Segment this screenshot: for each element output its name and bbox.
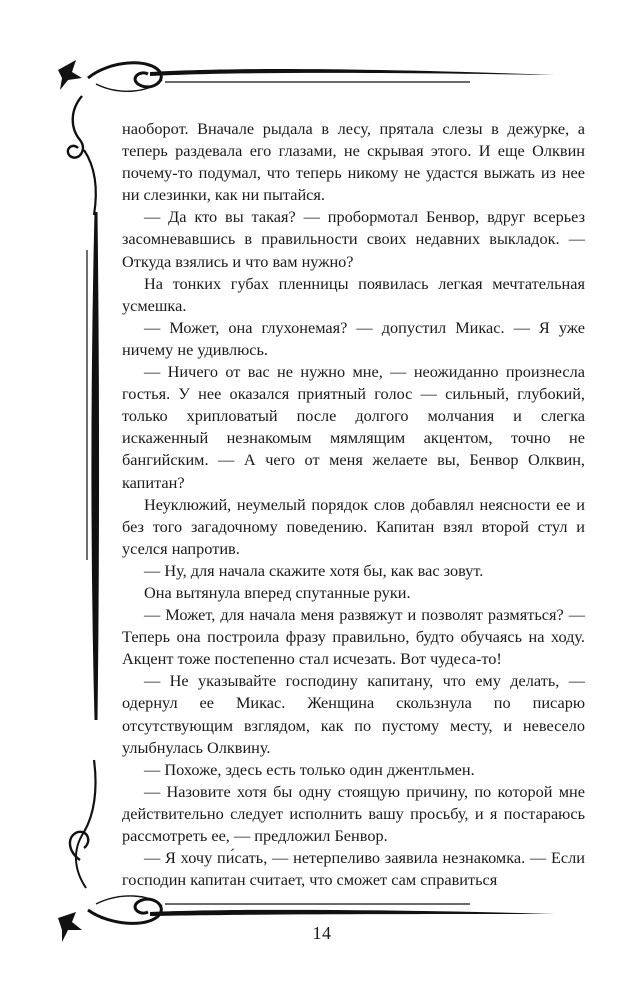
paragraph: — Не указывайте господину капитану, что ему делать, — одернул ее Микас. Женщина скользнула по писарю отсутствующим взглядом, как по пустому месту, и невесело улыбнулась Олквину. bbox=[122, 671, 585, 757]
paragraph: — Может, для начала меня развяжут и позволят размяться? — Теперь она построила фразу правильно, будто обучаясь на ходу. Акцент тоже постепенно стал исчезать. Вот чудеса-то! bbox=[122, 605, 585, 669]
paragraph: — Ничего от вас не нужно мне, — неожиданно произнесла гостья. У нее оказался приятный голос — сильный, глубокий, только хрипловатый после долгого молчания и слегка искаженный незнакомым мямлящим акцентом, точно не бангийским. — А чего от меня желаете вы, Бенвор Олквин, капитан? bbox=[122, 362, 585, 492]
paragraph: — Да кто вы такая? — пробормотал Бенвор, вдруг всерьез засомневавшись в правильности своих недавних выкладок. — Откуда взялись и что вам нужно? bbox=[122, 207, 585, 271]
paragraph: — Я хочу пи́сать, — нетерпеливо заявила незнакомка. — Если господин капитан считает, что сможет сам справиться bbox=[122, 848, 585, 890]
paragraph: Она вытянула вперед спутанные руки. bbox=[144, 582, 411, 602]
paragraph: Неуклюжий, неумелый порядок слов добавлял неясности ее и без того загадочному поведению. Капитан взял второй стул и уселся напротив. bbox=[122, 494, 585, 558]
paragraph: На тонких губах пленницы появилась легкая мечтательная усмешка. bbox=[122, 273, 585, 315]
paragraph: — Похоже, здесь есть только один джентльмен. bbox=[144, 759, 475, 779]
page-number: 14 bbox=[312, 923, 332, 943]
paragraph: — Ну, для начала скажите хотя бы, как вас зовут. bbox=[144, 560, 484, 580]
top-leaf-icon bbox=[58, 60, 82, 90]
paragraph: — Назовите хотя бы одну стоящую причину, по которой мне действительно следует исполнить вашу просьбу, и я постараюсь рассмотреть ее, — предложил Бенвор. bbox=[122, 781, 585, 845]
paragraph: — Может, она глухонемая? — допустил Микас. — Я уже ничему не удивлюсь. bbox=[122, 317, 585, 359]
paragraph: наоборот. Вначале рыдала в лесу, прятала слезы в дежурке, а теперь раздевала его глазами, не скрывая этого. И еще Олквин почему-то подумал, что теперь никому не удастся выжать из нее ни слезинки, как ни пытайся. bbox=[122, 119, 585, 205]
body-text bbox=[122, 118, 585, 891]
